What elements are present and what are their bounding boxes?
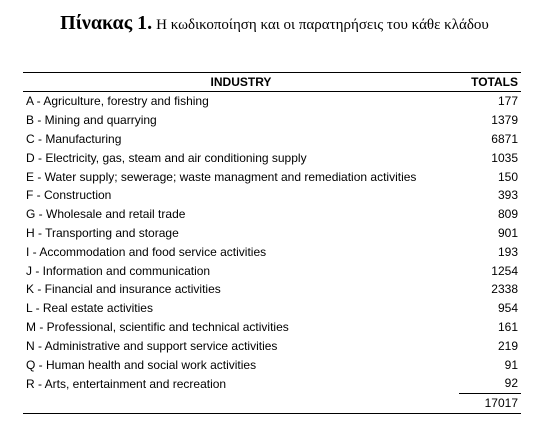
caption-text: Η κωδικοποίηση και οι παρατηρήσεις του κάθε κλάδου	[156, 17, 489, 33]
industry-header: INDUSTRY	[23, 73, 459, 92]
industry-cell: E - Water supply; sewerage; waste managment and remediation activities	[26, 169, 417, 184]
total-cell: 954	[497, 301, 518, 316]
industry-cell: B - Mining and quarrying	[26, 113, 157, 128]
table-row	[23, 130, 521, 149]
sum-total-cell: 17017	[459, 393, 521, 413]
table-row	[23, 167, 521, 186]
table-row	[23, 205, 521, 224]
total-cell: 219	[497, 338, 518, 353]
industry-cell: A - Agriculture, forestry and fishing	[26, 94, 209, 109]
industry-cell: I - Accommodation and food service activities	[26, 244, 267, 259]
table-row	[23, 318, 521, 337]
industry-cell: G - Wholesale and retail trade	[26, 207, 186, 222]
industry-cell: J - Information and communication	[26, 263, 211, 278]
caption-label: Πίνακας 1.	[60, 12, 153, 34]
total-cell: 150	[497, 169, 518, 184]
total-cell: 1379	[491, 113, 518, 128]
total-cell: 1035	[491, 150, 518, 165]
industry-cell: K - Financial and insurance activities	[26, 282, 221, 297]
total-cell: 1254	[491, 263, 518, 278]
table-row	[23, 355, 521, 374]
total-cell: 6871	[491, 131, 518, 146]
table-row	[23, 186, 521, 205]
industry-cell: F - Construction	[26, 188, 112, 203]
header-row	[23, 73, 521, 92]
total-cell: 92	[459, 374, 521, 393]
industry-cell: R - Arts, entertainment and recreation	[26, 376, 227, 391]
total-cell: 809	[497, 207, 518, 222]
industry-cell: H - Transporting and storage	[26, 225, 179, 240]
total-cell: 2338	[491, 282, 518, 297]
table-row	[23, 224, 521, 243]
total-cell: 901	[497, 225, 518, 240]
total-cell: 161	[497, 319, 518, 334]
industry-cell: N - Administrative and support service activities	[26, 338, 278, 353]
table-row	[23, 280, 521, 299]
total-cell: 393	[497, 188, 518, 203]
table-row	[23, 299, 521, 318]
industry-cell: M - Professional, scientific and technical activities	[26, 319, 289, 334]
table-row	[23, 261, 521, 280]
industry-cell: D - Electricity, gas, steam and air conditioning supply	[26, 150, 307, 165]
table-row	[23, 92, 521, 111]
industry-table	[23, 72, 521, 414]
industry-cell: Q - Human health and social work activities	[26, 357, 257, 372]
sum-label-cell	[23, 393, 459, 413]
total-cell: 91	[504, 357, 518, 372]
sum-row	[23, 393, 521, 413]
industry-cell: L - Real estate activities	[26, 301, 153, 316]
table-row	[23, 242, 521, 261]
table-row	[23, 374, 521, 393]
table-caption	[0, 12, 549, 35]
totals-header: TOTALS	[459, 73, 521, 92]
table-row	[23, 148, 521, 167]
total-cell: 177	[497, 94, 518, 109]
table-row	[23, 336, 521, 355]
total-cell: 193	[497, 244, 518, 259]
table-row	[23, 111, 521, 130]
industry-cell: C - Manufacturing	[26, 131, 122, 146]
